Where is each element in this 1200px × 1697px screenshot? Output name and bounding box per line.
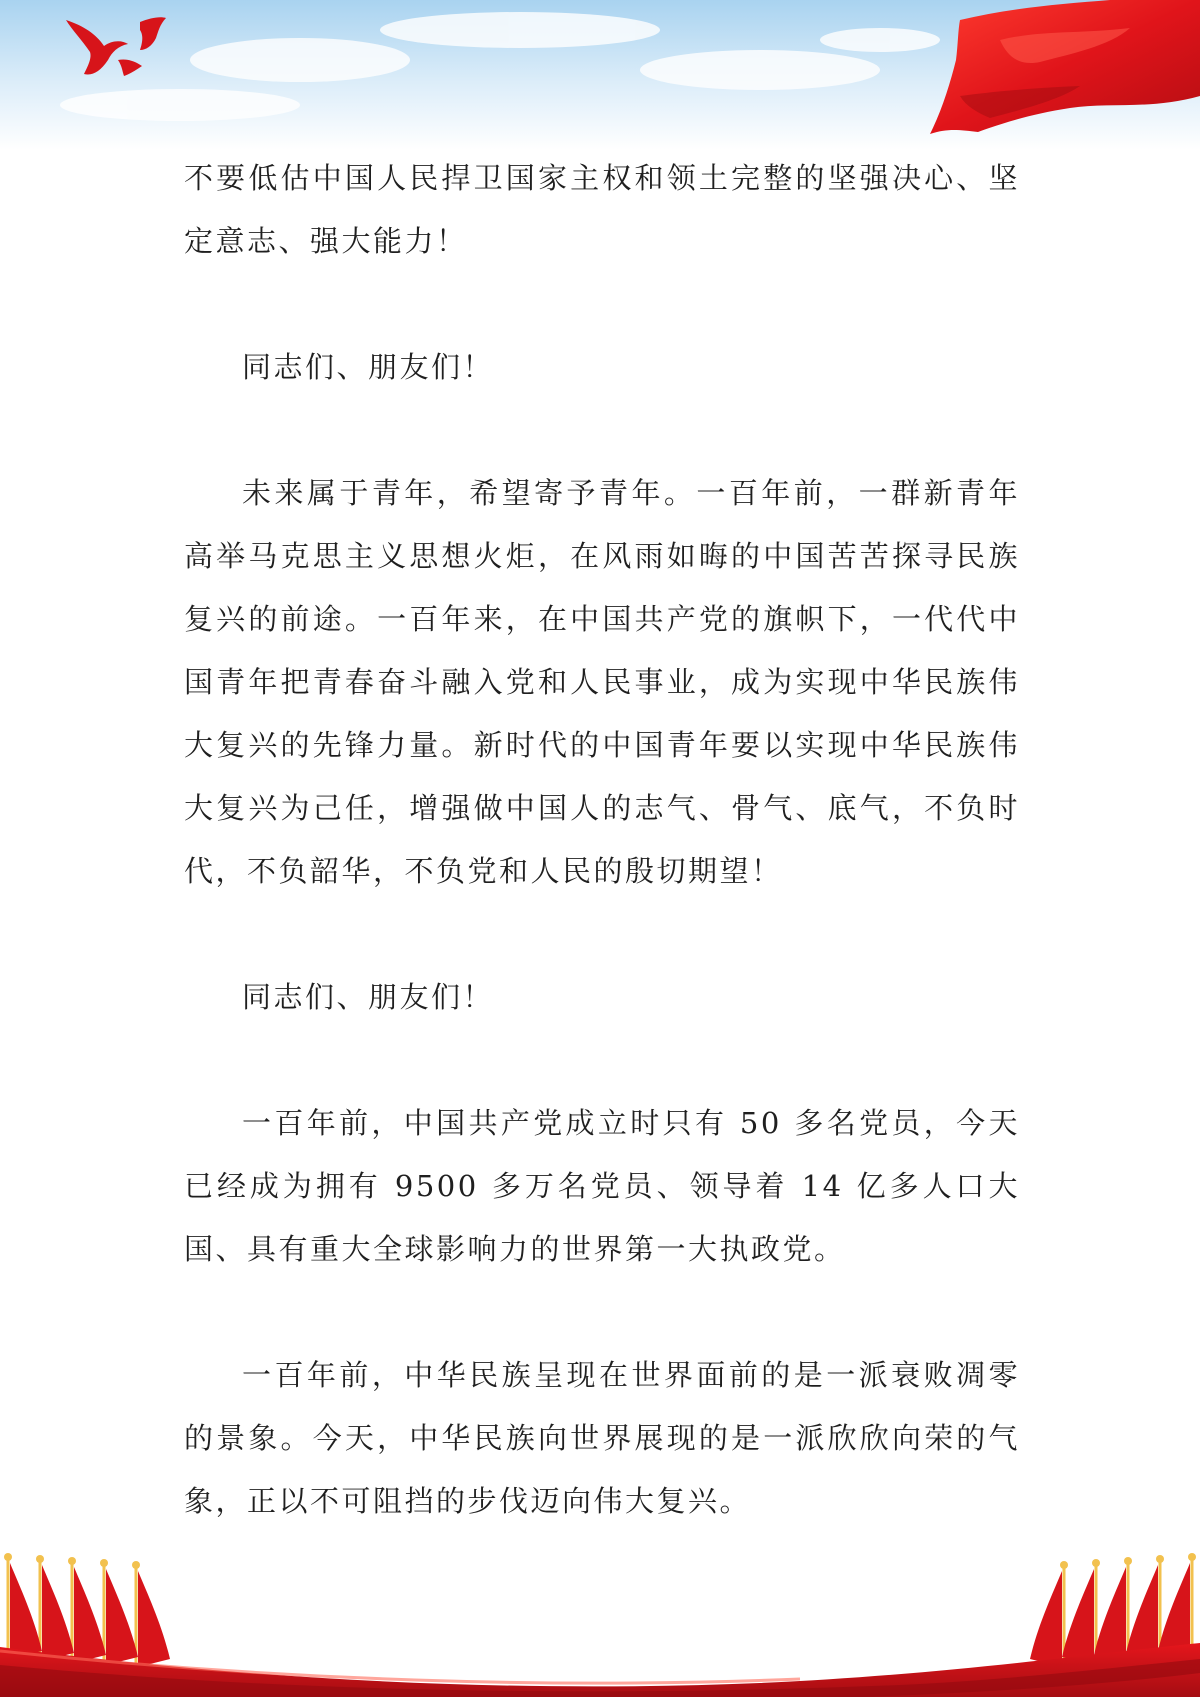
- document-body: [184, 147, 1020, 1533]
- paragraph-nation: 一百年前，中华民族呈现在世界面前的是一派衰败凋零的景象。今天，中华民族向世界展现的是一派欣欣向荣的气象，正以不可阻挡的步伐迈向伟大复兴。: [184, 1358, 1020, 1518]
- paragraph-party-members: 一百年前，中国共产党成立时只有 50 多名党员，今天已经成为拥有 9500 多万名党员、领导着 14 亿多人口大国、具有重大全球影响力的世界第一大执政党。: [184, 1106, 1020, 1266]
- footer-banner: [0, 1547, 1200, 1697]
- header-banner: [0, 0, 1200, 150]
- paragraph-youth: 未来属于青年，希望寄予青年。一百年前，一群新青年高举马克思主义思想火炬，在风雨如晦的中国苦苦探寻民族复兴的前途。一百年来，在中国共产党的旗帜下，一代代中国青年把青春奋斗融入党和人民事业，成为实现中华民族伟大复兴的先锋力量。新时代的中国青年要以实现中华民族伟大复兴为己任，增强做中国人的志气、骨气、底气，不负时代，不负韶华，不负党和人民的殷切期望！: [184, 476, 1020, 888]
- paragraph-greeting-1: 同志们、朋友们！: [242, 350, 495, 384]
- paragraph-greeting-2: 同志们、朋友们！: [242, 980, 495, 1014]
- red-ribbon-band: [0, 1643, 1200, 1697]
- paragraph-1: 不要低估中国人民捍卫国家主权和领土完整的坚强决心、坚定意志、强大能力！: [184, 161, 1020, 258]
